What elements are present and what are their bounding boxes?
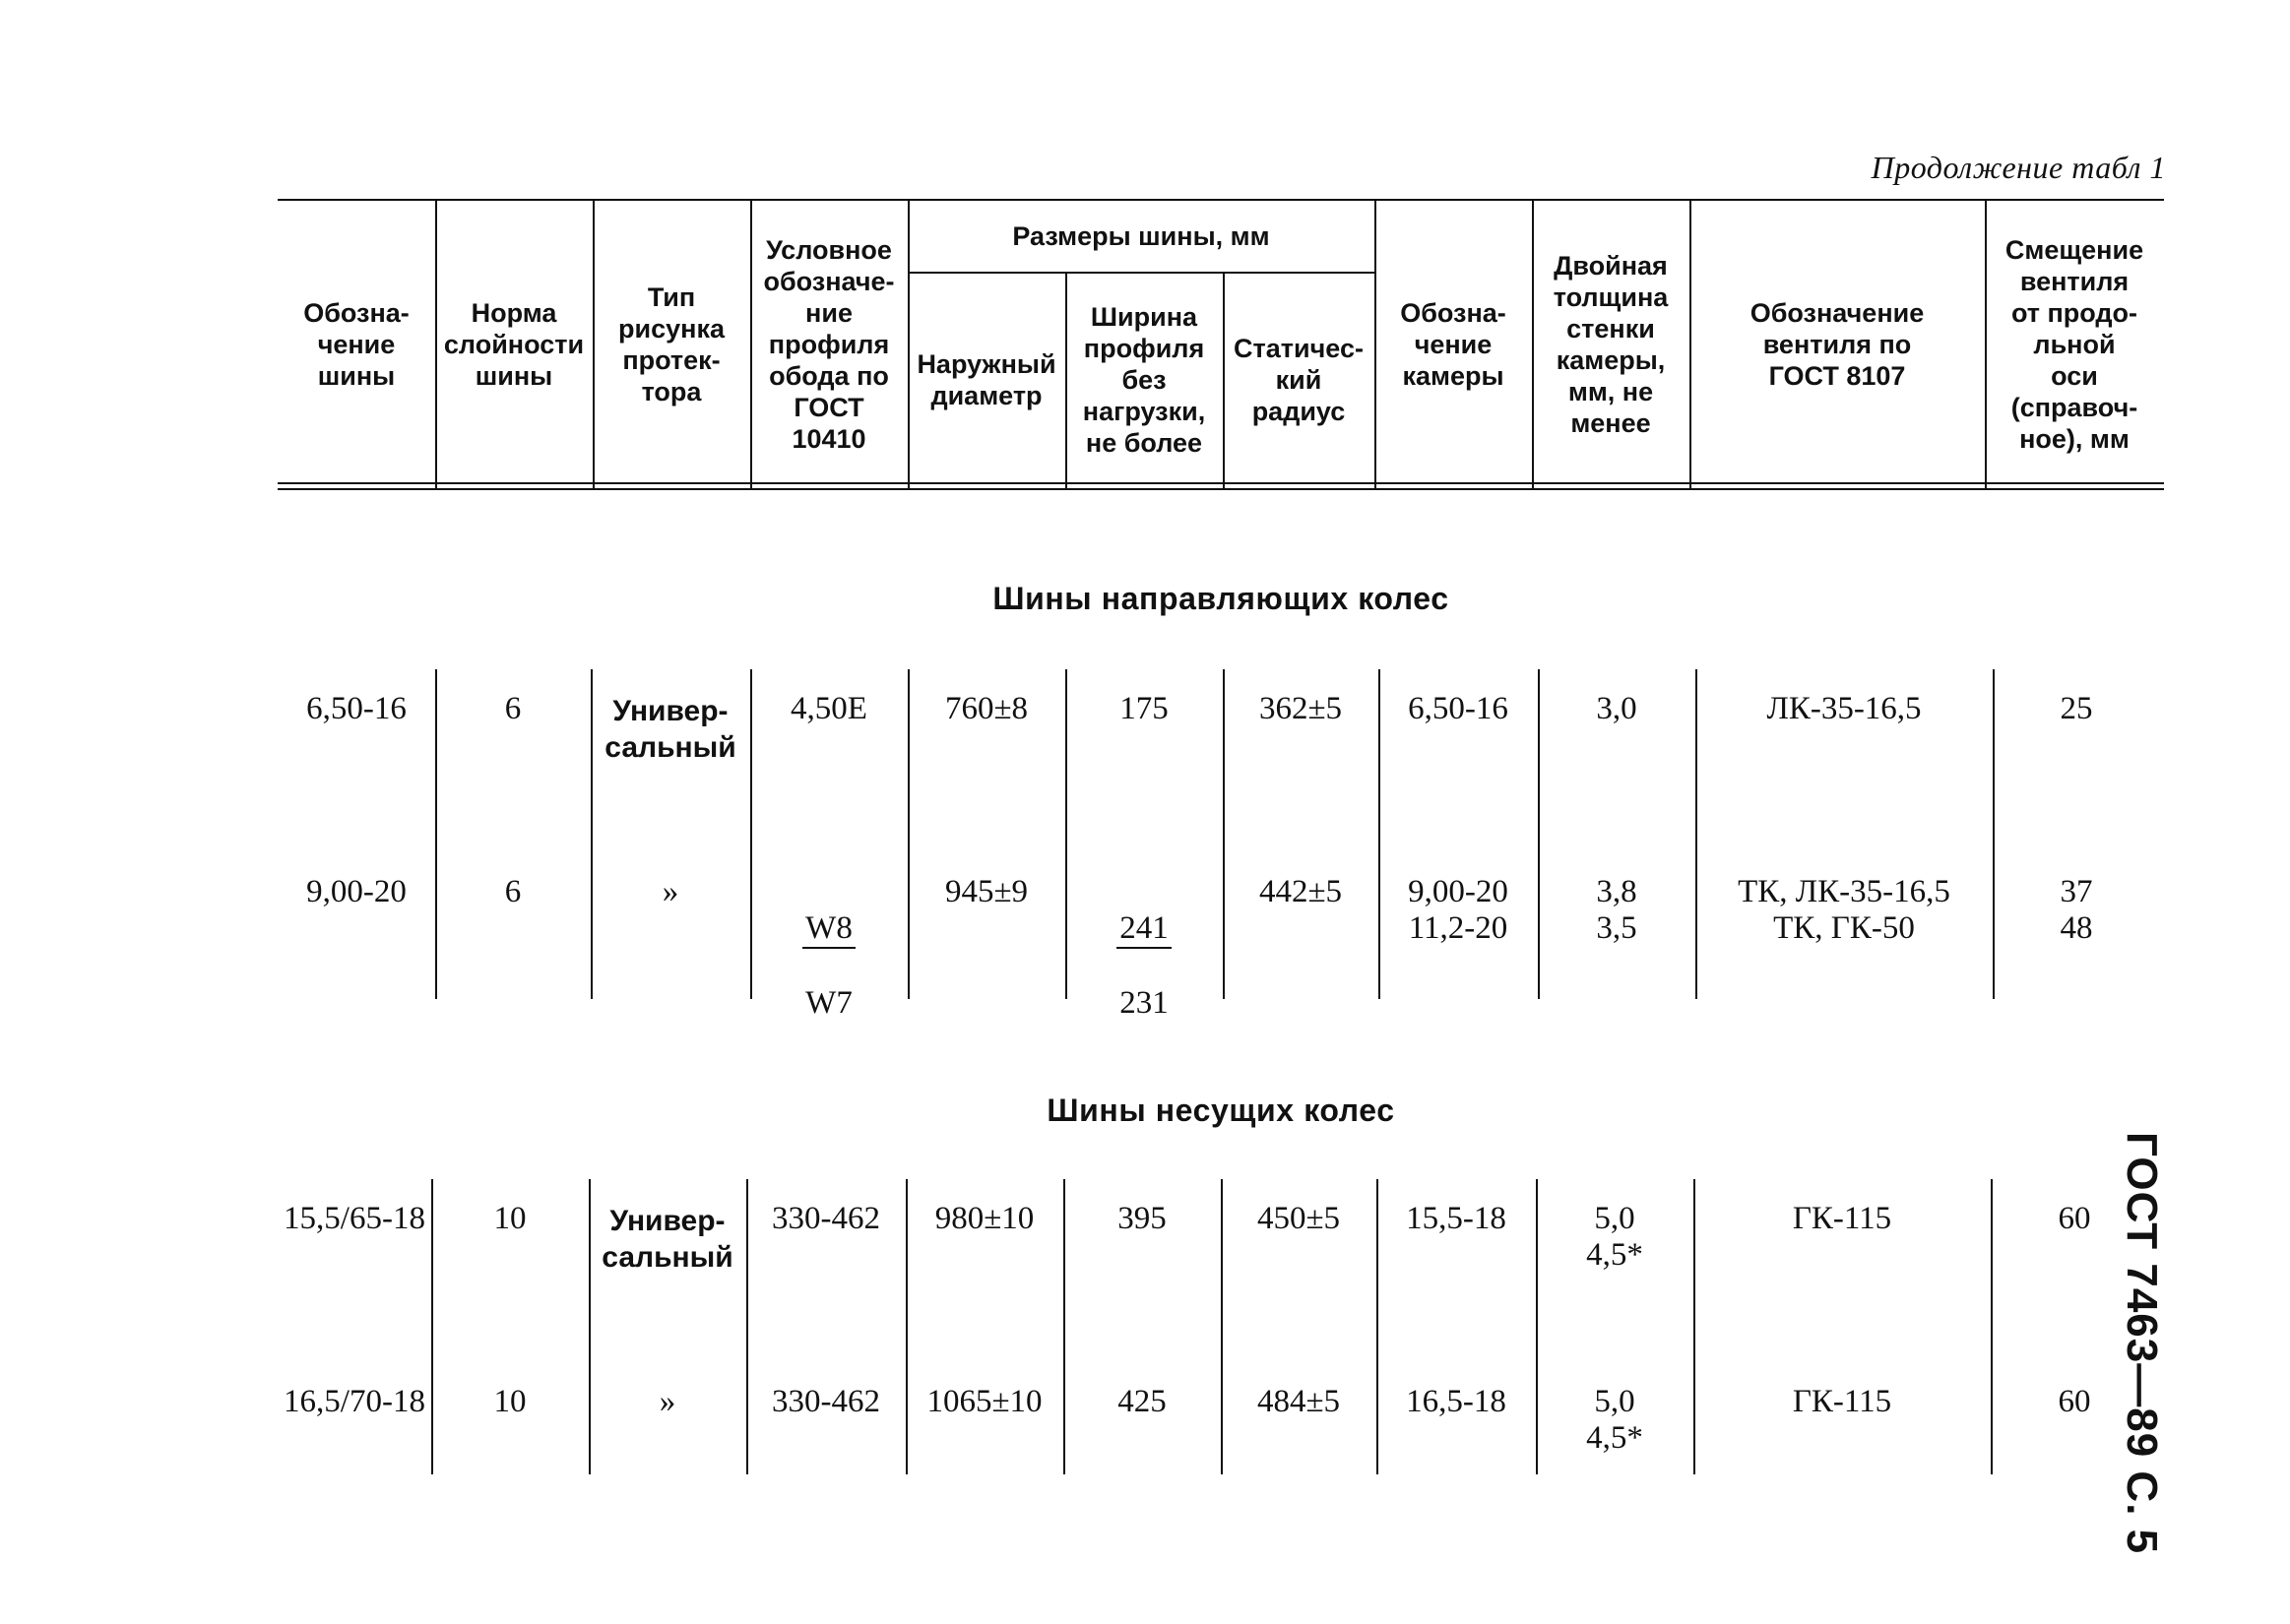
- cell-wall: 5,0 4,5*: [1586, 1384, 1643, 1456]
- cell-valve: ЛК-35-16,5: [1766, 691, 1922, 726]
- cell-profile-width: [1065, 874, 1223, 1022]
- cell-ply: 6: [504, 691, 522, 726]
- header-static-radius: Статичес- кий радиус: [1234, 334, 1364, 426]
- cell-offset: 60: [2058, 1384, 2091, 1419]
- cell-tire: 15,5/65-18: [284, 1201, 425, 1236]
- header-double-rule: [278, 482, 2164, 490]
- cell-tread: »: [659, 1384, 676, 1419]
- cell-ply: 6: [504, 874, 522, 909]
- cell-outer-diameter: 760±8: [944, 691, 1029, 726]
- document-side-label: ГОСТ 7463—89 С. 5: [2118, 1132, 2166, 1555]
- header-outer-diameter: Наружный диаметр: [917, 349, 1056, 410]
- width-denominator: 231: [1119, 985, 1169, 1021]
- cell-rim: 330-462: [772, 1384, 880, 1419]
- cell-ply: 10: [493, 1384, 527, 1419]
- cell-tube: 16,5-18: [1406, 1384, 1506, 1419]
- cell-tread: Универ- сальный: [602, 1205, 733, 1274]
- cell-valve: ТК, ЛК-35-16,5 ТК, ГК-50: [1738, 874, 1950, 946]
- cell-outer-diameter: 980±10: [934, 1201, 1035, 1236]
- header-tread-type: Тип рисунка протек- тора: [618, 282, 725, 406]
- cell-profile-width: 395: [1117, 1201, 1167, 1236]
- header-tire-designation: Обозна- чение шины: [303, 298, 410, 391]
- cell-static-radius: 442±5: [1258, 874, 1343, 909]
- cell-rim: 330-462: [772, 1201, 880, 1236]
- cell-tube: 6,50-16: [1408, 691, 1508, 726]
- cell-profile-width: 175: [1119, 691, 1169, 726]
- cell-tire: 16,5/70-18: [284, 1384, 425, 1419]
- cell-valve: ГК-115: [1792, 1384, 1892, 1419]
- section-title-steering-wheels: Шины направляющих колес: [992, 581, 1449, 616]
- cell-valve: ГК-115: [1792, 1201, 1892, 1236]
- cell-tire: 9,00-20: [306, 874, 407, 909]
- cell-wall: 3,0: [1596, 691, 1637, 726]
- header-ply-rating: Норма слойности шины: [443, 298, 585, 391]
- cell-outer-diameter: 1065±10: [926, 1384, 1043, 1419]
- cell-rim: [750, 874, 908, 1022]
- section-title-carrying-wheels: Шины несущих колес: [1047, 1093, 1395, 1128]
- header-valve-offset: Смещение вентиля от продо- льной оси (справоч- ное), мм: [2004, 235, 2144, 454]
- cell-offset: 60: [2058, 1201, 2091, 1236]
- cell-offset: 25: [2060, 691, 2093, 726]
- cell-static-radius: 362±5: [1258, 691, 1343, 726]
- cell-tire: 6,50-16: [306, 691, 407, 726]
- header-rim-profile: Условное обозначе- ние профиля обода по ГОСТ 10410: [763, 235, 895, 454]
- cell-rim: 4,50E: [791, 691, 867, 726]
- cell-wall: 5,0 4,5*: [1586, 1201, 1643, 1273]
- cell-offset: 37 48: [2060, 874, 2093, 946]
- cell-outer-diameter: 945±9: [944, 874, 1029, 909]
- cell-static-radius: 450±5: [1256, 1201, 1341, 1236]
- cell-tube: 9,00-20 11,2-20: [1408, 874, 1508, 946]
- header-valve-designation: Обозначение вентиля по ГОСТ 8107: [1749, 298, 1925, 391]
- width-numerator: 241: [1116, 910, 1172, 949]
- cell-tread: Универ- сальный: [604, 695, 736, 764]
- header-wall-thickness: Двойная толщина стенки камеры, мм, не менее: [1553, 251, 1669, 438]
- cell-ply: 10: [493, 1201, 527, 1236]
- header-tube-designation: Обозна- чение камеры: [1400, 298, 1506, 391]
- header-profile-width: Ширина профиля без нагрузки, не более: [1082, 302, 1206, 458]
- table-header: [278, 199, 2164, 488]
- header-dimensions-group: Размеры шины, мм: [1012, 221, 1270, 251]
- cell-wall: 3,8 3,5: [1596, 874, 1637, 946]
- rim-numerator: W8: [802, 910, 856, 949]
- table-continuation-caption: Продолжение табл 1: [1871, 150, 2166, 185]
- rim-denominator: W7: [805, 985, 853, 1021]
- cell-profile-width: 425: [1117, 1384, 1167, 1419]
- cell-tread: »: [662, 874, 679, 909]
- cell-static-radius: 484±5: [1256, 1384, 1341, 1419]
- cell-tube: 15,5-18: [1406, 1201, 1506, 1236]
